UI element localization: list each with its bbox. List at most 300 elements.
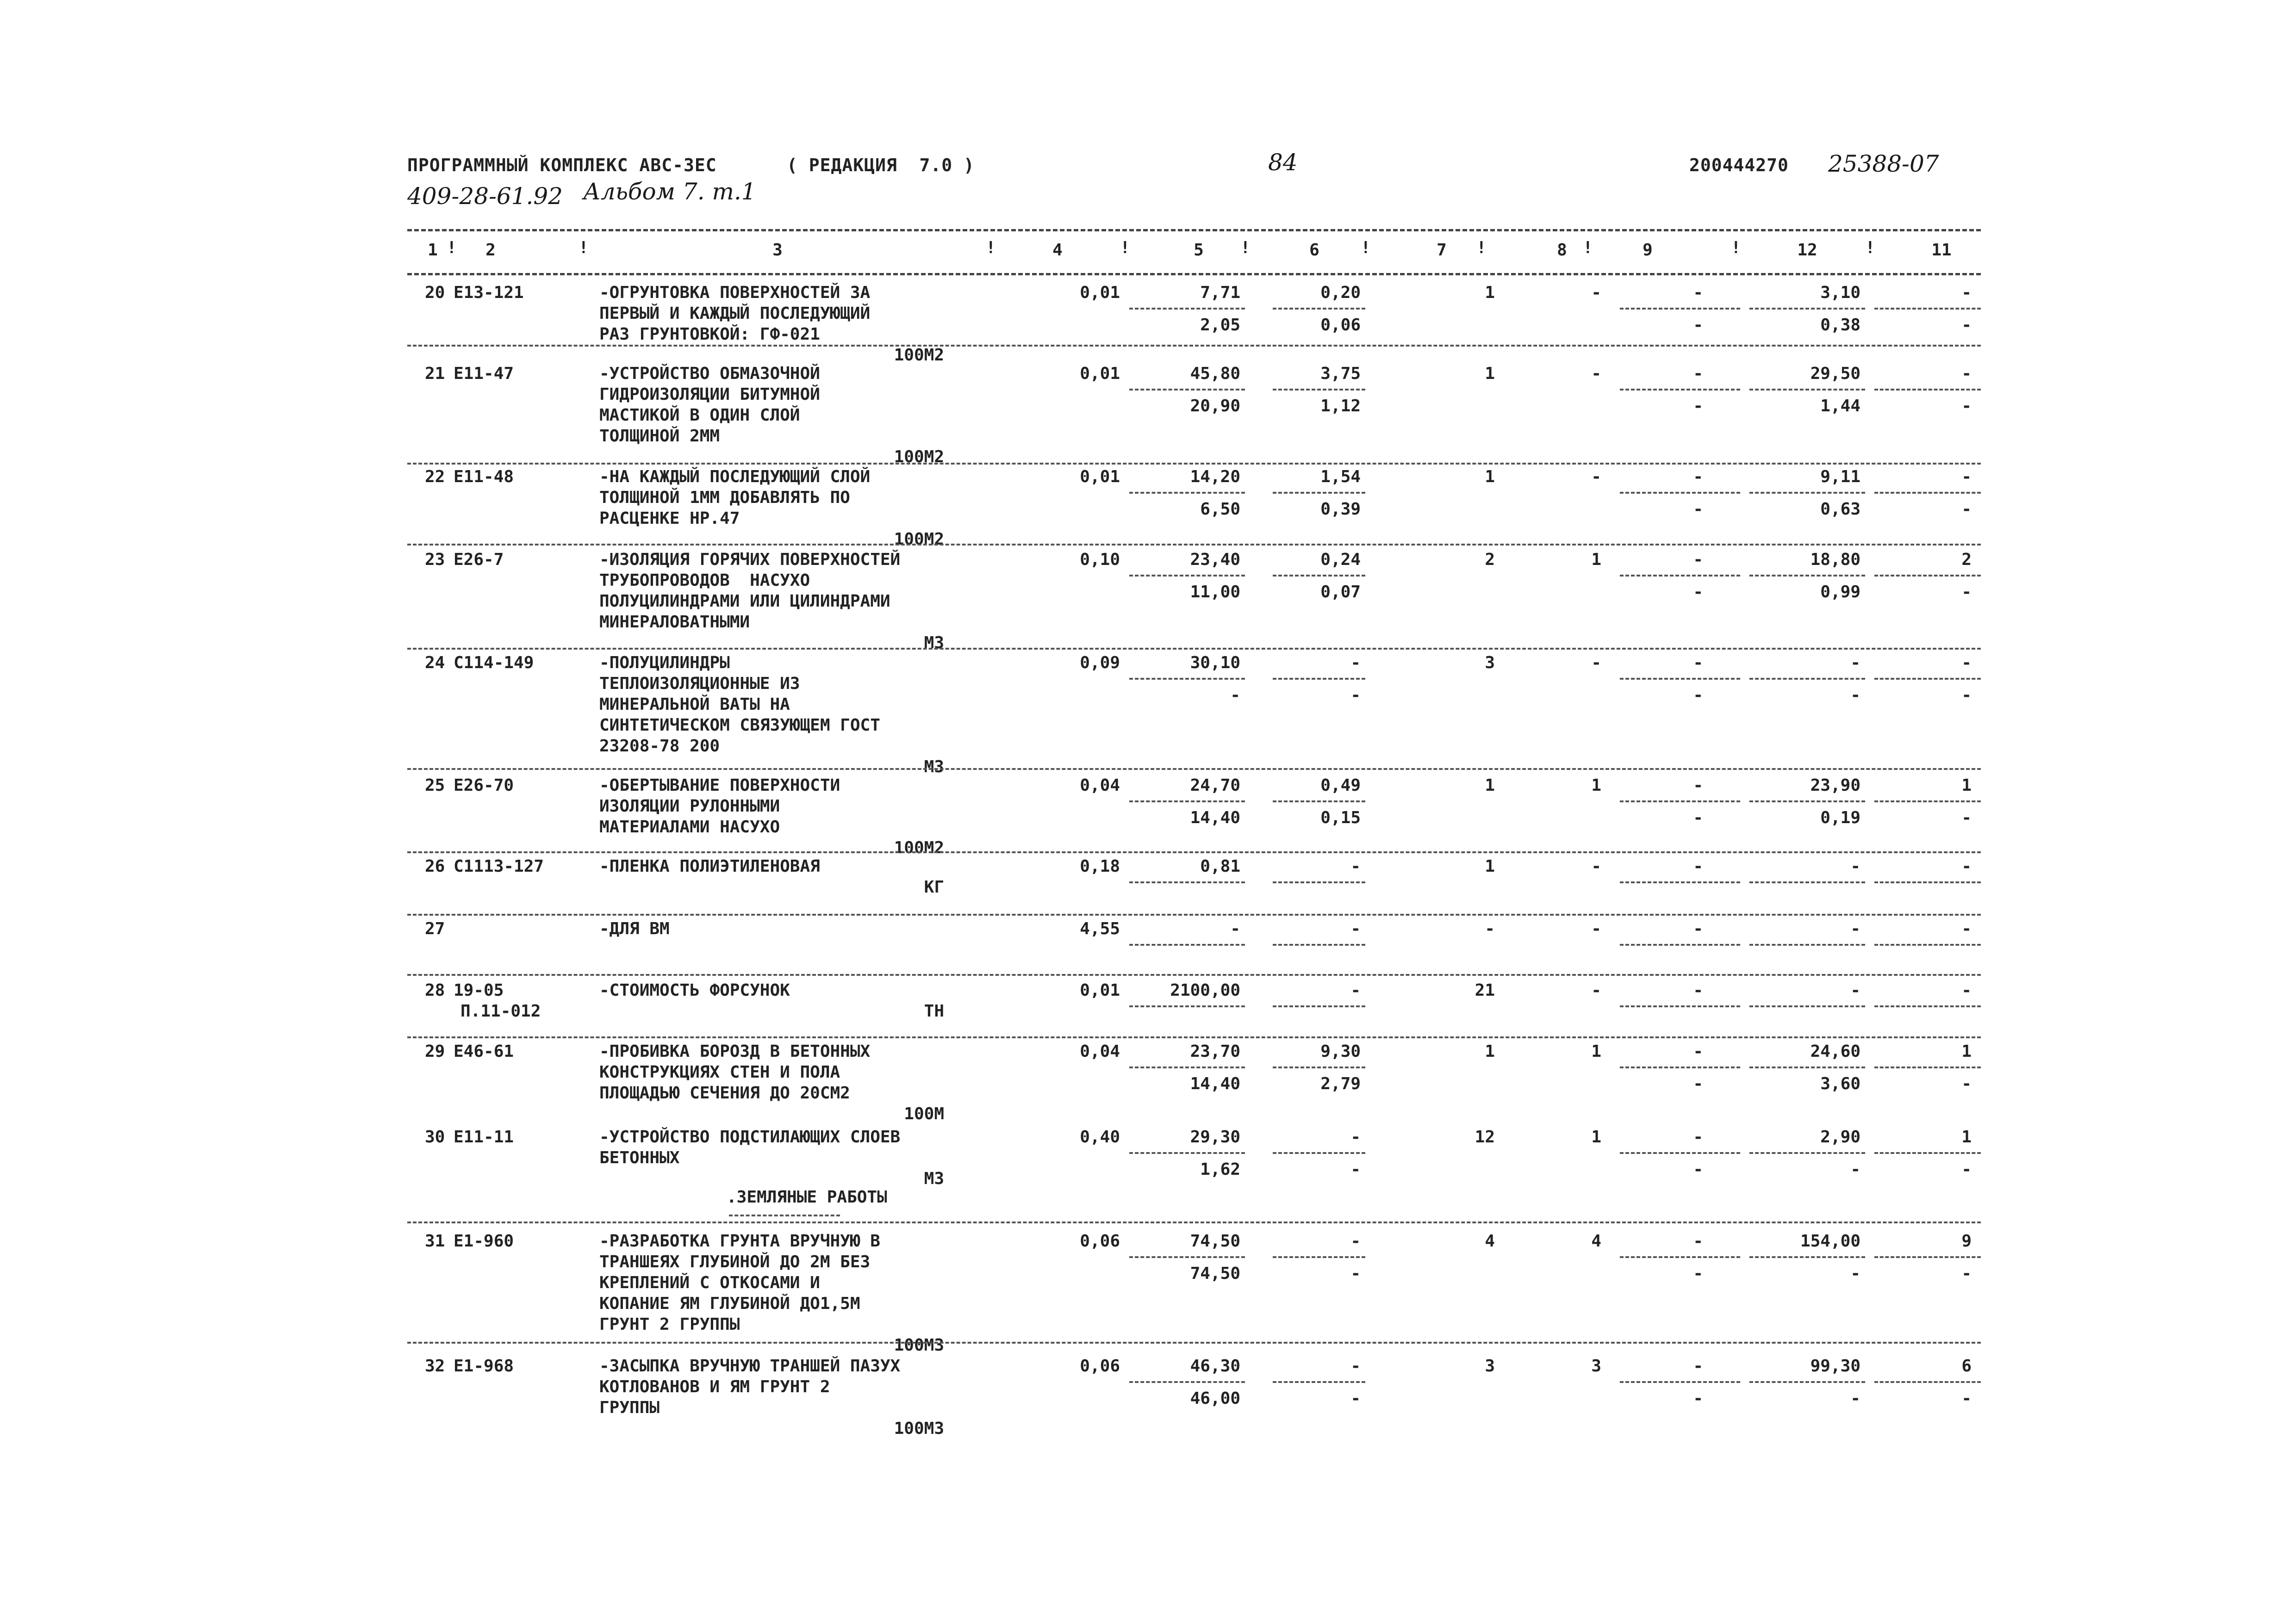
value-divider [1749,800,1865,802]
col9-value-b: - [1693,583,1703,601]
value-divider [1273,1152,1365,1154]
machine-wage: 0,06 [1320,316,1361,335]
work-description: -ПЛЕНКА ПОЛИЭТИЛЕНОВАЯ [599,857,820,876]
value-divider [1620,308,1740,310]
work-description: КОТЛОВАНОВ И ЯМ ГРУНТ 2 [599,1377,830,1396]
col11-value-b: - [1961,316,1972,335]
col11-value: - [1961,364,1972,383]
column-separator: ! [1731,238,1741,257]
quantity: 0,06 [1080,1232,1120,1251]
work-description: -ОБЕРТЫВАНИЕ ПОВЕРХНОСТИ [599,776,840,795]
work-description: ТОЛЩИНОЙ 1ММ ДОБАВЛЯТЬ ПО [599,488,850,507]
quantity: 0,18 [1080,857,1120,876]
price-total: - [1230,919,1240,938]
col9-value: - [1693,981,1703,1000]
price-total: 23,40 [1190,550,1240,569]
row-separator [407,544,1981,546]
col9-value: - [1693,1042,1703,1061]
row-number: 26 [425,857,445,876]
price-wage: 14,40 [1190,1074,1240,1093]
machine-wage: 0,07 [1320,583,1361,601]
work-description: -УСТРОЙСТВО ПОДСТИЛАЮЩИХ СЛОЕВ [599,1128,901,1147]
section-underline [729,1215,840,1216]
col8-value: 4 [1591,1232,1601,1251]
work-description: МИНЕРАЛОВАТНЫМИ [599,613,750,632]
work-description: БЕТОННЫХ [599,1148,680,1167]
col12-value-b: - [1850,1160,1860,1179]
col9-value-b: - [1693,1074,1703,1093]
row-number: 25 [425,776,445,795]
row-number: 22 [425,467,445,486]
col11-value: - [1961,467,1972,486]
col8-value: - [1591,653,1601,672]
value-divider [1749,881,1865,883]
column-number: 5 [1194,241,1204,260]
norm-code: Е46-61 [454,1042,514,1061]
price-total: 14,20 [1190,467,1240,486]
value-divider [1874,800,1981,802]
col12-value-b: - [1850,1264,1860,1283]
quantity: 0,06 [1080,1357,1120,1376]
norm-code: Е11-47 [454,364,514,383]
work-description: -ИЗОЛЯЦИЯ ГОРЯЧИХ ПОВЕРХНОСТЕЙ [599,550,901,569]
work-description: -СТОИМОСТЬ ФОРСУНОК [599,981,790,1000]
value-divider [1749,678,1865,680]
column-number: 7 [1437,241,1447,260]
handwritten-album: Альбом 7. т.1 [583,178,756,205]
value-divider [1749,575,1865,577]
work-description: КОПАНИЕ ЯМ ГЛУБИНОЙ ДО1,5М [599,1294,860,1313]
row-separator [407,974,1981,976]
work-description: МАТЕРИАЛАМИ НАСУХО [599,818,780,837]
price-total: 23,70 [1190,1042,1240,1061]
norm-code: Е1-960 [454,1232,514,1251]
col8-value: - [1591,919,1601,938]
price-total: 0,81 [1200,857,1240,876]
col12-value: - [1850,981,1860,1000]
col11-value: - [1961,283,1972,302]
col11-value: - [1961,919,1972,938]
value-divider [1273,1005,1365,1007]
row-separator [407,345,1981,347]
col9-value-b: - [1693,397,1703,415]
work-description: КОНСТРУКЦИЯХ СТЕН И ПОЛА [599,1063,840,1082]
value-divider [1874,1381,1981,1383]
col8-value: 1 [1591,550,1601,569]
value-divider [1273,308,1365,310]
col11-value-b: - [1961,583,1972,601]
col12-value: 18,80 [1810,550,1860,569]
column-separator: ! [1476,238,1487,257]
value-divider [1749,1066,1865,1068]
program-name: ПРОГРАММНЫЙ КОМПЛЕКС АВС-ЗЕС [407,155,717,175]
col11-value-b: - [1961,500,1972,519]
work-description: РАСЦЕНКЕ НР.47 [599,509,740,528]
value-divider [1620,1152,1740,1154]
unit: 100М2 [894,447,944,466]
machine-total: - [1350,1357,1361,1376]
norm-code: Е26-70 [454,776,514,795]
machine-total: 1,54 [1320,467,1361,486]
page-number: 84 [1268,149,1298,176]
value-divider [1273,1066,1365,1068]
col12-value: - [1850,653,1860,672]
col11-value: 1 [1961,776,1972,795]
row-number: 20 [425,283,445,302]
col12-value: 23,90 [1810,776,1860,795]
value-divider [1874,389,1981,391]
value-divider [1749,1256,1865,1258]
row-separator [407,1036,1981,1038]
value-divider [1874,1152,1981,1154]
col11-value-b: - [1961,397,1972,415]
work-description: ТОЛЩИНОЙ 2ММ [599,427,720,446]
work-description: МИНЕРАЛЬНОЙ ВАТЫ НА [599,695,790,714]
work-description: ГРУППЫ [599,1398,660,1417]
value-divider [1874,1256,1981,1258]
work-description: -ПОЛУЦИЛИНДРЫ [599,653,730,672]
section-heading: .ЗЕМЛЯНЫЕ РАБОТЫ [727,1188,887,1207]
row-number: 21 [425,364,445,383]
value-divider [1874,1066,1981,1068]
machine-total: - [1350,653,1361,672]
col9-value-b: - [1693,1389,1703,1408]
work-description: -ПРОБИВКА БОРОЗД В БЕТОННЫХ [599,1042,871,1061]
row-number: 28 [425,981,445,1000]
column-separator: ! [579,238,589,257]
norm-code: Е13-121 [454,283,524,302]
col9-value: - [1693,1232,1703,1251]
price-wage: 14,40 [1190,808,1240,827]
col9-value-b: - [1693,808,1703,827]
row-separator [407,1342,1981,1344]
work-description: 23208-78 200 [599,737,720,756]
value-divider [1129,1005,1245,1007]
col7-value: 21 [1475,981,1495,1000]
handwritten-project: 409-28-61.92 [407,183,563,210]
col11-value-b: - [1961,1074,1972,1093]
col12-value-b: 0,19 [1820,808,1860,827]
row-number: 23 [425,550,445,569]
price-total: 46,30 [1190,1357,1240,1376]
work-description: МАСТИКОЙ В ОДИН СЛОЙ [599,406,800,425]
value-divider [1129,800,1245,802]
col8-value: 1 [1591,776,1601,795]
value-divider [1874,1005,1981,1007]
column-separator: ! [1361,238,1371,257]
col7-value: 4 [1485,1232,1495,1251]
col7-value: 3 [1485,1357,1495,1376]
row-separator [407,648,1981,650]
value-divider [1273,1256,1365,1258]
norm-code: Е11-11 [454,1128,514,1147]
column-number: 11 [1931,241,1952,260]
machine-wage: - [1350,1160,1361,1179]
price-total: 7,71 [1200,283,1240,302]
quantity: 0,04 [1080,776,1120,795]
column-separator: ! [1583,238,1593,257]
col7-value: 2 [1485,550,1495,569]
value-divider [1620,575,1740,577]
value-divider [1749,944,1865,946]
norm-code: 19-05 [454,981,504,1000]
col9-value: - [1693,653,1703,672]
value-divider [1620,1381,1740,1383]
row-number: 31 [425,1232,445,1251]
column-number: 8 [1557,241,1567,260]
col11-value: 1 [1961,1042,1972,1061]
col12-value-b: - [1850,1389,1860,1408]
unit: М3 [924,633,944,652]
column-number: 9 [1643,241,1653,260]
price-wage: 2,05 [1200,316,1240,335]
row-separator [407,768,1981,770]
norm-code-2: П.11-012 [460,1002,541,1021]
machine-total: 0,49 [1320,776,1361,795]
value-divider [1749,492,1865,494]
work-description: ТРУБОПРОВОДОВ НАСУХО [599,571,810,590]
col12-value-b: 0,38 [1820,316,1860,335]
col7-value: 1 [1485,1042,1495,1061]
col12-value-b: 1,44 [1820,397,1860,415]
value-divider [1749,1152,1865,1154]
column-number: 1 [428,241,438,260]
col9-value: - [1693,1128,1703,1147]
col8-value: - [1591,981,1601,1000]
col12-value: 3,10 [1820,283,1860,302]
price-total: 45,80 [1190,364,1240,383]
quantity: 0,09 [1080,653,1120,672]
norm-code: С114-149 [454,653,534,672]
machine-total: - [1350,919,1361,938]
work-description: -ОГРУНТОВКА ПОВЕРХНОСТЕЙ ЗА [599,283,871,302]
row-number: 27 [425,919,445,938]
col12-value: 29,50 [1810,364,1860,383]
col9-value: - [1693,1357,1703,1376]
work-description: -ЗАСЫПКА ВРУЧНУЮ ТРАНШЕЙ ПАЗУХ [599,1357,901,1376]
price-total: 30,10 [1190,653,1240,672]
row-separator [407,463,1981,465]
quantity: 0,01 [1080,283,1120,302]
value-divider [1749,389,1865,391]
col9-value: - [1693,857,1703,876]
col11-value-b: - [1961,1389,1972,1408]
price-wage: 20,90 [1190,397,1240,415]
work-description: ТЕПЛОИЗОЛЯЦИОННЫЕ ИЗ [599,674,800,693]
col11-value: - [1961,981,1972,1000]
unit: КГ [924,878,944,897]
unit: 100М2 [894,838,944,857]
column-number: 2 [485,241,496,260]
row-separator [407,1221,1981,1223]
value-divider [1129,881,1245,883]
machine-wage: - [1350,1264,1361,1283]
machine-total: - [1350,1232,1361,1251]
value-divider [1620,678,1740,680]
work-description: КРЕПЛЕНИЙ С ОТКОСАМИ И [599,1273,820,1292]
unit: ТН [924,1002,944,1021]
machine-total: 0,20 [1320,283,1361,302]
value-divider [1129,575,1245,577]
value-divider [1129,1256,1245,1258]
machine-total: 0,24 [1320,550,1361,569]
handwritten-code: 25388-07 [1828,150,1939,177]
unit: 100М2 [894,346,944,365]
column-separator: ! [447,238,457,257]
col8-value: - [1591,467,1601,486]
col11-value-b: - [1961,1264,1972,1283]
work-description: -УСТРОЙСТВО ОБМАЗОЧНОЙ [599,364,820,383]
col12-value-b: 3,60 [1820,1074,1860,1093]
value-divider [1874,881,1981,883]
machine-wage: 0,15 [1320,808,1361,827]
col9-value-b: - [1693,1264,1703,1283]
work-description: РАЗ ГРУНТОВКОЙ: ГФ-021 [599,325,820,344]
work-description: -НА КАЖДЫЙ ПОСЛЕДУЮЩИЙ СЛОЙ [599,467,871,486]
col11-value-b: - [1961,686,1972,705]
col11-value: 1 [1961,1128,1972,1147]
work-description: ПЕРВЫЙ И КАЖДЫЙ ПОСЛЕДУЮЩИЙ [599,304,871,323]
value-divider [1129,308,1245,310]
unit: 100М [904,1104,944,1123]
price-total: 24,70 [1190,776,1240,795]
col8-value: 1 [1591,1042,1601,1061]
value-divider [1273,800,1365,802]
col9-value: - [1693,919,1703,938]
work-description: ПОЛУЦИЛИНДРАМИ ИЛИ ЦИЛИНДРАМИ [599,592,890,611]
col8-value: 1 [1591,1128,1601,1147]
col8-value: 3 [1591,1357,1601,1376]
unit: 100М2 [894,530,944,549]
value-divider [1620,1005,1740,1007]
price-total: 29,30 [1190,1128,1240,1147]
value-divider [1620,1256,1740,1258]
column-separator: ! [1240,238,1251,257]
row-separator [407,851,1981,853]
price-wage: 1,62 [1200,1160,1240,1179]
value-divider [1874,308,1981,310]
value-divider [1874,575,1981,577]
work-description: -ДЛЯ ВМ [599,919,670,938]
work-description: ИЗОЛЯЦИИ РУЛОННЫМИ [599,797,780,816]
col12-value: - [1850,919,1860,938]
col11-value: 6 [1961,1357,1972,1376]
row-number: 29 [425,1042,445,1061]
value-divider [1273,881,1365,883]
col7-value: 1 [1485,857,1495,876]
value-divider [1129,678,1245,680]
value-divider [1129,389,1245,391]
machine-wage: - [1350,1389,1361,1408]
value-divider [1874,678,1981,680]
row-number: 30 [425,1128,445,1147]
doc-code: 200444270 [1689,155,1789,175]
col9-value-b: - [1693,316,1703,335]
norm-code: С1113-127 [454,857,544,876]
value-divider [1620,881,1740,883]
col9-value-b: - [1693,686,1703,705]
col11-value: 2 [1961,550,1972,569]
col9-value: - [1693,283,1703,302]
unit: М3 [924,757,944,776]
col12-value-b: 0,63 [1820,500,1860,519]
value-divider [1129,1381,1245,1383]
value-divider [1273,678,1365,680]
col7-value: 12 [1475,1128,1495,1147]
column-number: 3 [772,241,783,260]
value-divider [1129,1066,1245,1068]
value-divider [1620,492,1740,494]
row-number: 24 [425,653,445,672]
col12-value: 24,60 [1810,1042,1860,1061]
machine-wage: 2,79 [1320,1074,1361,1093]
value-divider [1129,492,1245,494]
col7-value: 3 [1485,653,1495,672]
value-divider [1620,1066,1740,1068]
quantity: 4,55 [1080,919,1120,938]
row-number: 32 [425,1357,445,1376]
machine-wage: 0,39 [1320,500,1361,519]
col12-value: 154,00 [1800,1232,1860,1251]
norm-code: Е11-48 [454,467,514,486]
col9-value: - [1693,776,1703,795]
value-divider [1620,800,1740,802]
col11-value: 9 [1961,1232,1972,1251]
col9-value-b: - [1693,500,1703,519]
col12-value: - [1850,857,1860,876]
col9-value-b: - [1693,1160,1703,1179]
quantity: 0,10 [1080,550,1120,569]
value-divider [1273,1381,1365,1383]
value-divider [1620,944,1740,946]
machine-total: 9,30 [1320,1042,1361,1061]
column-separator: ! [986,238,996,257]
col7-value: 1 [1485,364,1495,383]
column-number: 4 [1052,241,1063,260]
column-separator: ! [1865,238,1875,257]
col11-value-b: - [1961,808,1972,827]
work-description: СИНТЕТИЧЕСКОМ СВЯЗУЮЩЕМ ГОСТ [599,716,880,735]
value-divider [1273,389,1365,391]
work-description: ГРУНТ 2 ГРУППЫ [599,1315,740,1334]
quantity: 0,04 [1080,1042,1120,1061]
value-divider [1129,944,1245,946]
table-top-rule [407,229,1981,231]
machine-wage: - [1350,686,1361,705]
col8-value: - [1591,283,1601,302]
col8-value: - [1591,857,1601,876]
work-description: -РАЗРАБОТКА ГРУНТА ВРУЧНУЮ В [599,1232,880,1251]
price-total: 2100,00 [1170,981,1240,1000]
unit: 100М3 [894,1419,944,1438]
row-separator [407,914,1981,916]
column-number: 12 [1797,241,1817,260]
col9-value: - [1693,364,1703,383]
work-description: ГИДРОИЗОЛЯЦИИ БИТУМНОЙ [599,385,820,404]
column-separator: ! [1120,238,1130,257]
value-divider [1273,944,1365,946]
value-divider [1273,575,1365,577]
value-divider [1874,492,1981,494]
machine-total: - [1350,857,1361,876]
table-header-rule [407,273,1981,275]
machine-total: - [1350,981,1361,1000]
col7-value: 1 [1485,283,1495,302]
col12-value: 99,30 [1810,1357,1860,1376]
col11-value: - [1961,653,1972,672]
col9-value: - [1693,467,1703,486]
col7-value: - [1485,919,1495,938]
